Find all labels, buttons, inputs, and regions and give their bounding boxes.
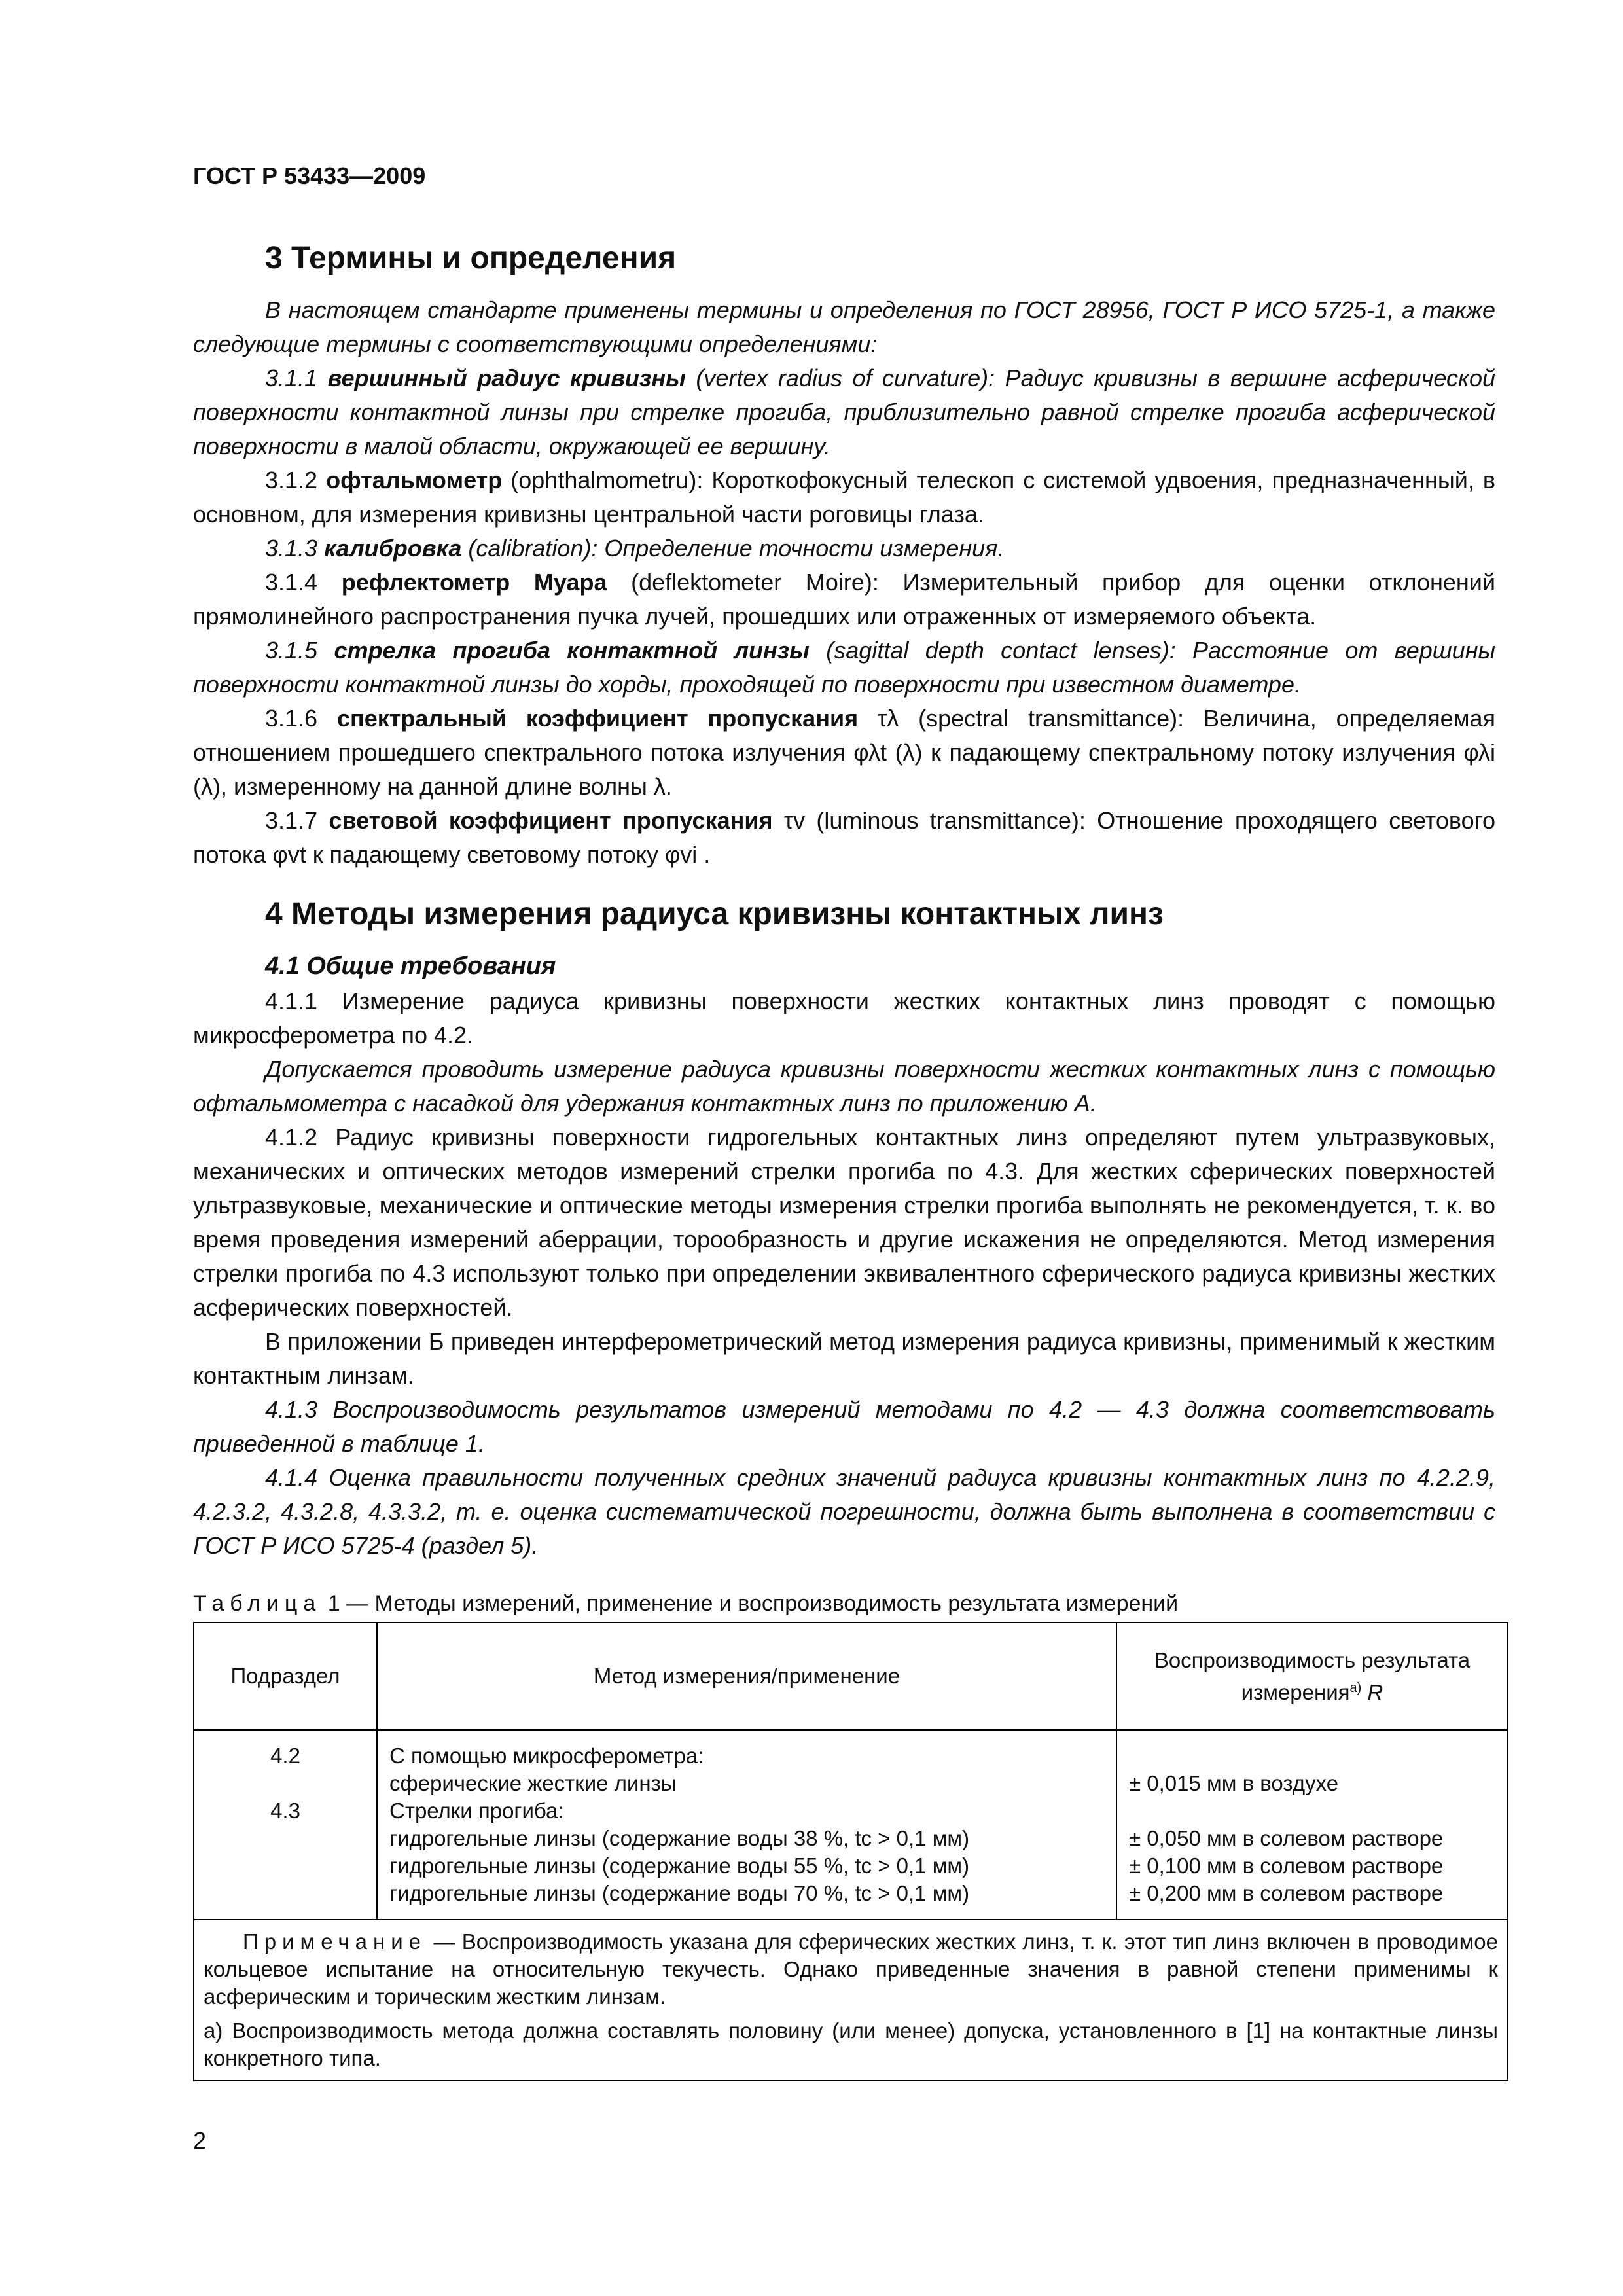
- method-line: С помощью микросферометра:: [389, 1744, 704, 1768]
- term-name: световой коэффициент пропускания: [329, 807, 773, 834]
- paragraph-annex-b: В приложении Б приведен интерферометрический метод измерения радиуса кривизны, применимый к жестким контактным линзам.: [193, 1328, 1495, 1389]
- term-name: спектральный коэффициент пропускания: [336, 705, 859, 732]
- method-line: Стрелки прогиба:: [389, 1799, 564, 1823]
- section-3-intro: В настоящем стандарте применены термины и определения по ГОСТ 28956, ГОСТ Р ИСО 5725-1, а также следующие термины с соответствующими определениями:: [193, 296, 1495, 357]
- term-definition: (sagittal depth contact lenses): Расстояние от вершины поверхности контактной линзы до хорды, проходящей по поверхности при известном диаметре.: [193, 637, 1495, 698]
- term-definition: (deflektometer Moire): Измерительный прибор для оценки отклонений прямолинейного распространения пучка лучей, прошедших или отраженных от измеряемого объекта.: [193, 569, 1495, 630]
- term-3-1-7: [193, 804, 1495, 872]
- term-3-1-2: [193, 463, 1495, 531]
- column-header-subsection: Подраздел: [194, 1623, 377, 1730]
- table-note-row: [194, 1920, 1508, 2081]
- footnote-mark: a): [1349, 1680, 1362, 1695]
- term-definition: τλ (spectral transmittance): Величина, определяемая отношением прошедшего спектрального потока излучения φλt (λ) к падающему спектральному потоку излучения φλi (λ), измеренному на данной длине волны λ.: [193, 705, 1495, 800]
- term-number: 3.1.7: [265, 807, 318, 834]
- table-header-row: [194, 1623, 1508, 1730]
- page-number: 2: [193, 2127, 207, 2154]
- section-3-heading: 3 Термины и определения: [265, 241, 677, 276]
- paragraph-4-1-2: 4.1.2 Радиус кривизны поверхности гидрогельных контактных линз определяют путем ультразвуковых, механических и оптических методов измерений стрелки прогиба по 4.3. Для жестких сферических поверхностей ультразвуковые, механические и оптические методы измерения стрелки прогиба выполнять не рекомендуется, т. к. во время проведения измерений аберрации, торообразность и другие искажения не определяются. Метод измерения стрелки прогиба по 4.3 используют только при определении эквивалентного сферического радиуса кривизны жестких асферических поверхностей.: [193, 1124, 1495, 1321]
- measurement-methods-table: [193, 1622, 1508, 2081]
- term-3-1-3: [193, 531, 1495, 565]
- term-definition: (ophthalmometru): Короткофокусный телескоп с системой удвоения, предназначенный, в основном, для измерения кривизны центральной части роговицы глаза.: [193, 467, 1495, 528]
- method-cell: [377, 1730, 1116, 1920]
- note-text: — Воспроизводимость указана для сферических жестких линз, т. к. этот тип линз включен в проводимое кольцевое испытание на относительную текучесть. Однако приведенные значения в равной степени применимы к асферическим и торическим жестким линзам.: [204, 1929, 1498, 2009]
- method-line: гидрогельные линзы (содержание воды 70 %, tc > 0,1 мм): [389, 1881, 970, 1905]
- paragraph-4-1-1: 4.1.1 Измерение радиуса кривизны поверхности жестких контактных линз проводят с помощью микросферометра по 4.2.: [193, 988, 1495, 1049]
- term-number: 3.1.5: [265, 637, 318, 664]
- term-name: офтальмометр: [326, 467, 503, 493]
- table-note: [194, 1920, 1508, 2081]
- table-caption-label: Таблица: [193, 1591, 322, 1616]
- term-name: рефлектометр Муара: [341, 569, 607, 596]
- reproducibility-cell: [1116, 1730, 1508, 1920]
- term-name: калибровка: [324, 535, 462, 562]
- table-footnote: а) Воспроизводимость метода должна составлять половину (или менее) допуска, установленного в [1] на контактные линзы конкретного типа.: [204, 2018, 1498, 2070]
- reproducibility-value: ± 0,200 мм в солевом растворе: [1129, 1881, 1444, 1905]
- table-row: [194, 1730, 1508, 1920]
- column-header-method: Метод измерения/применение: [377, 1623, 1116, 1730]
- table-caption-text: 1 — Методы измерений, применение и воспроизводимость результата измерений: [321, 1591, 1179, 1616]
- term-number: 3.1.2: [265, 467, 318, 493]
- reproducibility-value: ± 0,015 мм в воздухе: [1129, 1771, 1339, 1795]
- paragraph-4-1-3: 4.1.3 Воспроизводимость результатов измерений методами по 4.2 — 4.3 должна соответствовать приведенной в таблице 1.: [193, 1396, 1495, 1457]
- reproducibility-value: ± 0,050 мм в солевом растворе: [1129, 1826, 1444, 1850]
- term-3-1-5: [193, 634, 1495, 702]
- subsection-4-3: 4.3: [270, 1799, 300, 1823]
- reproducibility-label: Воспроизводимость результата измерения: [1154, 1647, 1471, 1704]
- subsection-4-2: 4.2: [270, 1744, 300, 1768]
- subsection-4-1-heading: 4.1 Общие требования: [265, 952, 556, 980]
- section-4-heading: 4 Методы измерения радиуса кривизны контактных линз: [265, 897, 1164, 931]
- term-3-1-4: [193, 565, 1495, 634]
- term-number: 3.1.3: [265, 535, 318, 562]
- paragraph-4-1-1-note: Допускается проводить измерение радиуса кривизны поверхности жестких контактных линз с помощью офтальмометра с насадкой для удержания контактных линз по приложению А.: [193, 1056, 1495, 1117]
- subsection-cell: [194, 1730, 377, 1920]
- term-name: стрелка прогиба контактной линзы: [334, 637, 810, 664]
- term-number: 3.1.4: [265, 569, 318, 596]
- note-paragraph: [204, 1928, 1498, 2011]
- term-3-1-1: [193, 361, 1495, 463]
- reproducibility-value: ± 0,100 мм в солевом растворе: [1129, 1854, 1444, 1878]
- page-content: [193, 236, 1498, 2081]
- reproducibility-symbol: R: [1361, 1679, 1383, 1704]
- table-caption: [193, 1588, 1495, 1619]
- method-line: сферические жесткие линзы: [389, 1771, 677, 1795]
- method-line: гидрогельные линзы (содержание воды 38 %, tc > 0,1 мм): [389, 1826, 970, 1850]
- term-definition: (calibration): Определение точности измерения.: [461, 535, 1005, 562]
- method-line: гидрогельные линзы (содержание воды 55 %, tc > 0,1 мм): [389, 1854, 970, 1878]
- note-label: Примечание: [243, 1929, 427, 1954]
- column-header-reproducibility: [1116, 1623, 1508, 1730]
- document-header: ГОСТ Р 53433—2009: [193, 162, 426, 189]
- term-definition: τv (luminous transmittance): Отношение проходящего светового потока φvt к падающему световому потоку φvi .: [193, 807, 1495, 868]
- term-definition: (vertex radius of curvature): Радиус кривизны в вершине асферической поверхности контактной линзы при стрелке прогиба, приблизительно равной стрелке прогиба асферической поверхности в малой области, окружающей ее вершину.: [193, 365, 1495, 459]
- term-number: 3.1.1: [265, 365, 318, 391]
- term-number: 3.1.6: [265, 705, 318, 732]
- paragraph-4-1-4: 4.1.4 Оценка правильности полученных средних значений радиуса кривизны контактных линз по 4.2.2.9, 4.2.3.2, 4.3.2.8, 4.3.3.2, т. е. оценка систематической погрешности, должна быть выполнена в соответствии с ГОСТ Р ИСО 5725-4 (раздел 5).: [193, 1464, 1495, 1559]
- term-name: вершинный радиус кривизны: [327, 365, 686, 391]
- term-3-1-6: [193, 702, 1495, 804]
